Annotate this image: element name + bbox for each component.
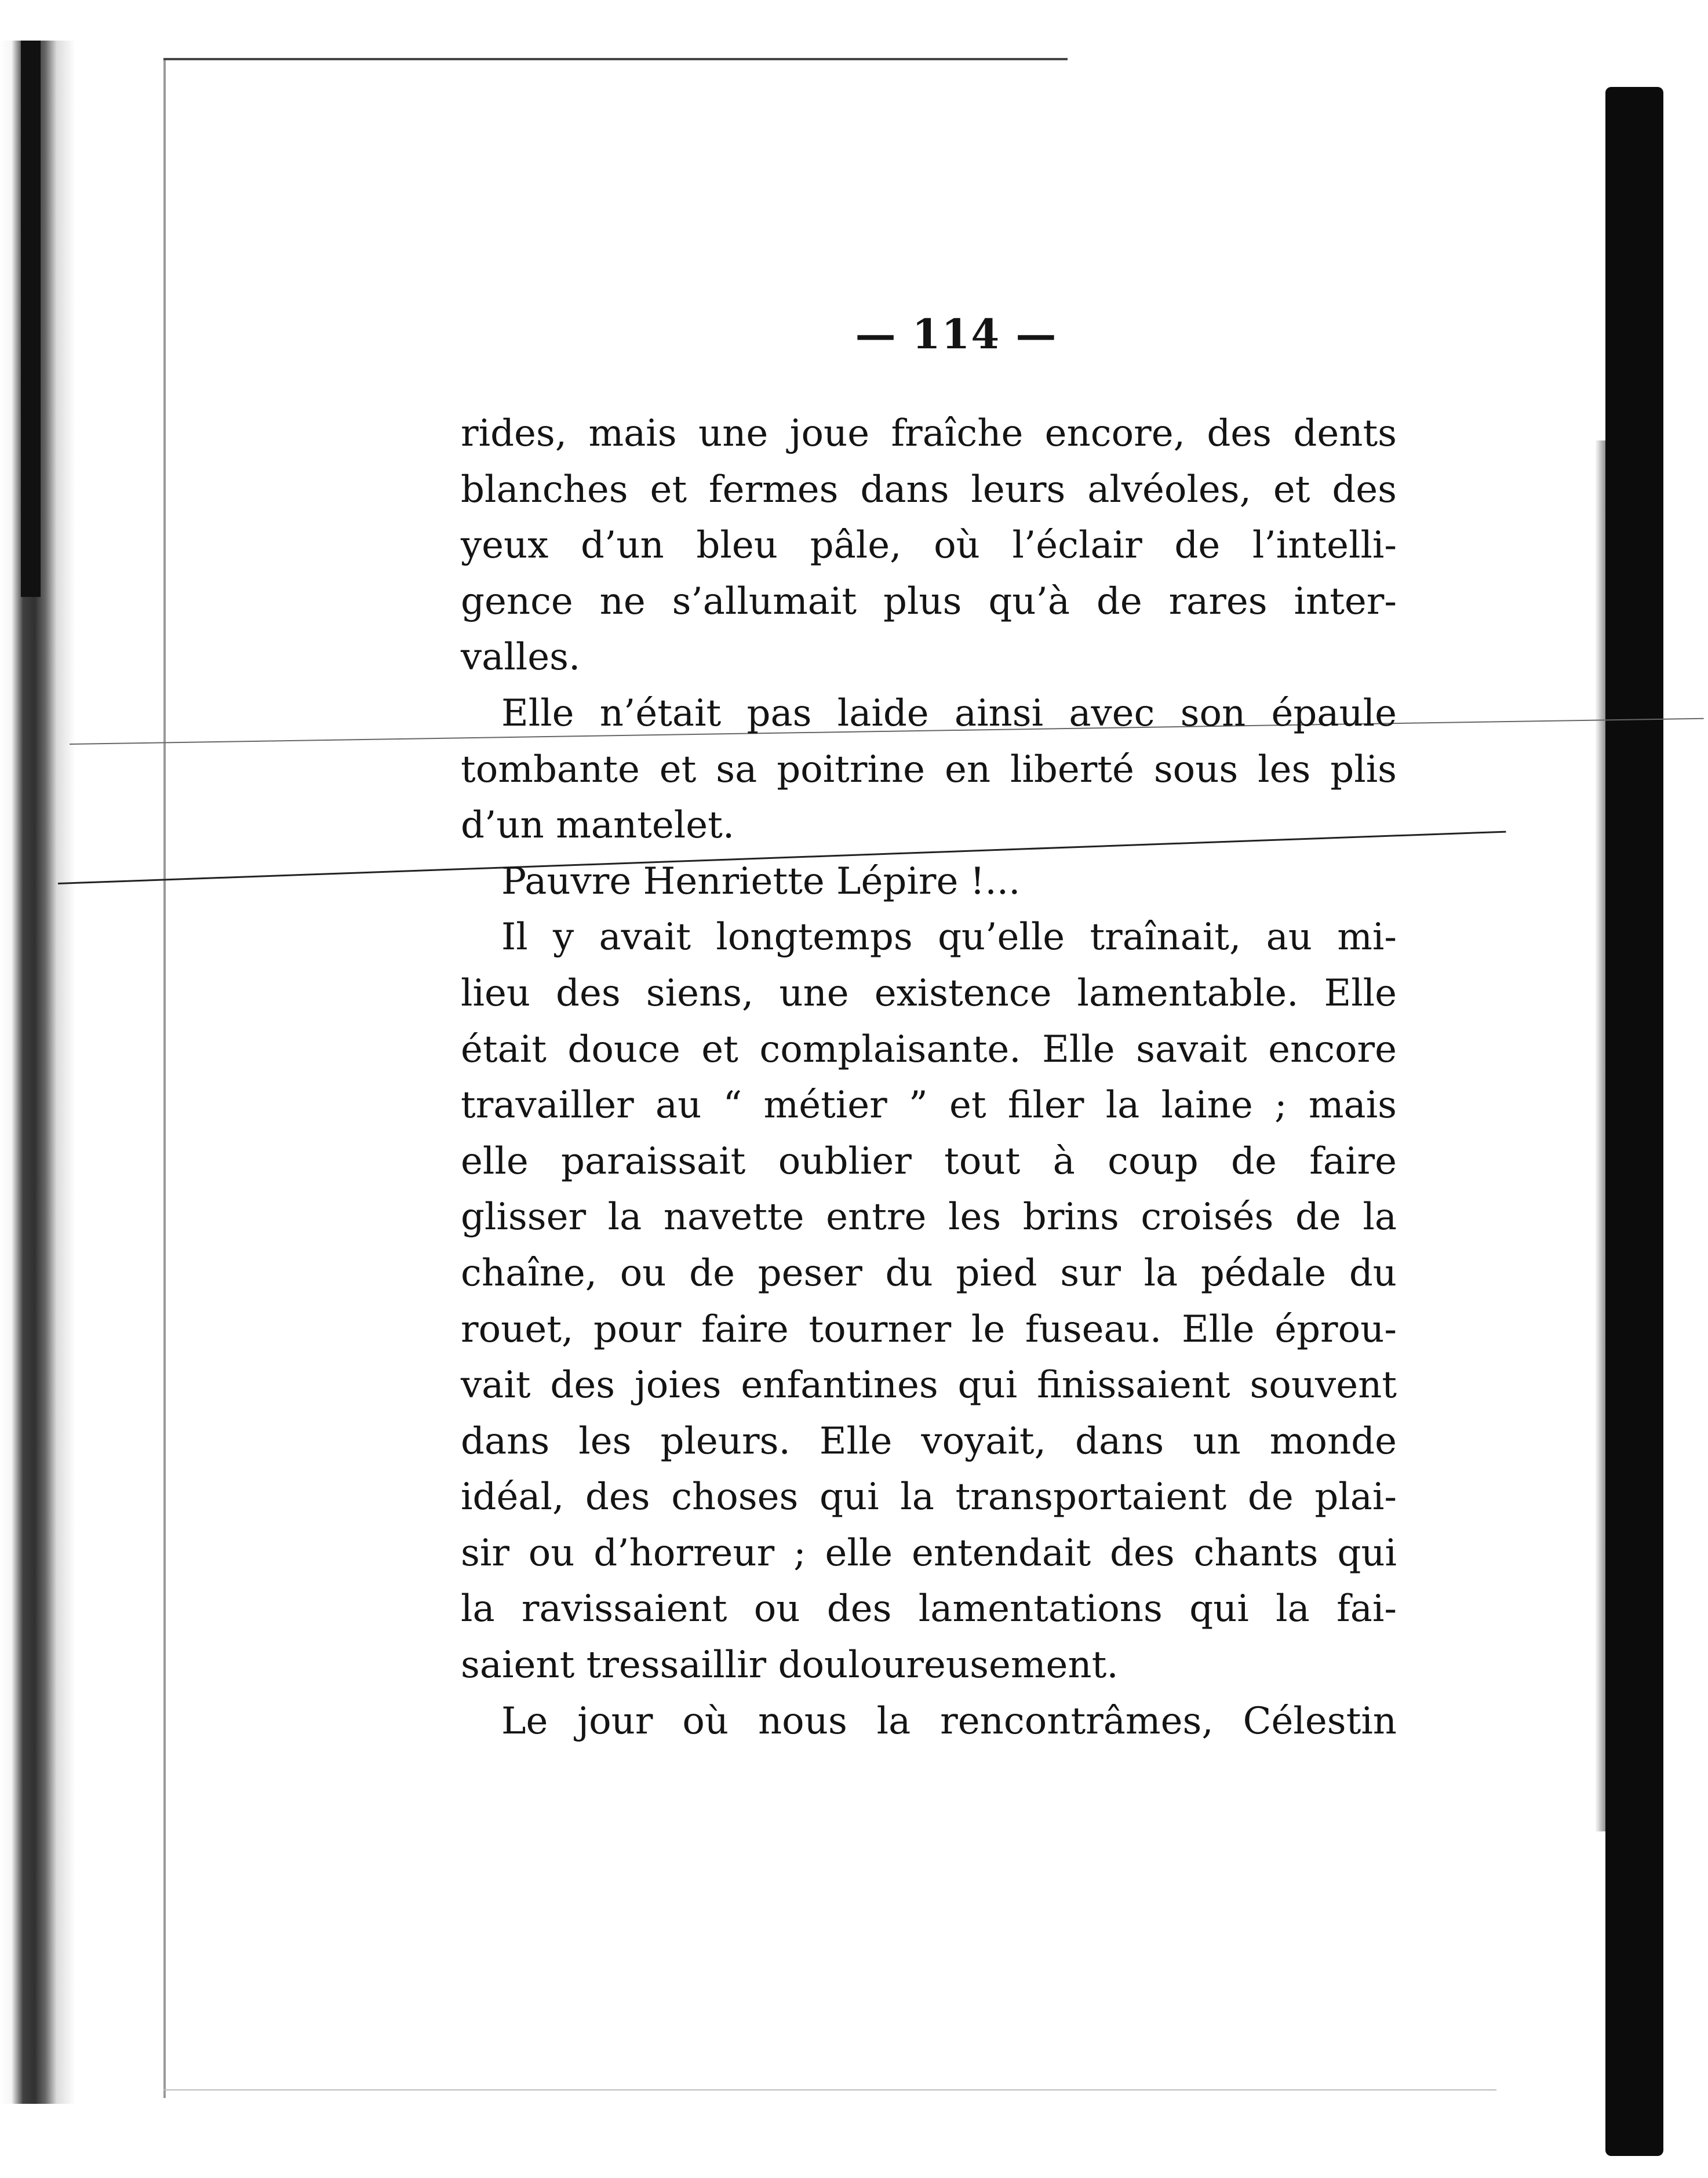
text-line: dans les pleurs. Elle voyait, dans un monde xyxy=(461,1419,1397,1463)
text-line: chaîne, ou de peser du pied sur la pédale du xyxy=(461,1251,1397,1295)
text-line: idéal, des choses qui la transportaient de plai- xyxy=(461,1476,1397,1519)
text-line: Pauvre Henriette Lépire !... xyxy=(501,859,1021,903)
text-line: sir ou d’horreur ; elle entendait des chants qui xyxy=(461,1531,1397,1575)
text-line: d’un mantelet. xyxy=(461,804,735,847)
text-line: tombante et sa poitrine en liberté sous les plis xyxy=(461,748,1397,791)
text-line: valles. xyxy=(461,636,581,679)
text-line: Le jour où nous la rencontrâmes, Célestin xyxy=(501,1699,1397,1743)
text-line: était douce et complaisante. Elle savait encore xyxy=(461,1028,1397,1071)
text-line: Il y avait longtemps qu’elle traînait, au mi- xyxy=(501,916,1397,959)
text-line: yeux d’un bleu pâle, où l’éclair de l’intelli- xyxy=(461,524,1397,567)
left-frame-line xyxy=(163,58,166,2098)
body-text xyxy=(461,406,1397,1749)
text-line: lieu des siens, une existence lamentable. Elle xyxy=(461,971,1397,1015)
text-line: vait des joies enfantines qui finissaient souvent xyxy=(461,1364,1397,1407)
text-line: gence ne s’allumait plus qu’à de rares inter- xyxy=(461,580,1397,623)
text-line: travailler au “ métier ” et filer la laine ; mais xyxy=(461,1084,1397,1127)
text-line: elle paraissait oublier tout à coup de faire xyxy=(461,1139,1397,1183)
page-number: — 114 — xyxy=(855,310,1058,358)
text-line: glisser la navette entre les brins croisés de la xyxy=(461,1196,1397,1239)
text-line: la ravissaient ou des lamentations qui la fai- xyxy=(461,1587,1397,1631)
text-line: blanches et fermes dans leurs alvéoles, et des xyxy=(461,468,1397,511)
right-scan-edge xyxy=(1605,87,1663,2156)
text-line: Elle n’était pas laide ainsi avec son épaule xyxy=(501,691,1397,735)
bottom-frame-line xyxy=(163,2089,1496,2090)
top-frame-line xyxy=(163,58,1068,60)
text-line: rides, mais une joue fraîche encore, des dents xyxy=(461,412,1397,455)
text-line: rouet, pour faire tourner le fuseau. Elle éprou- xyxy=(461,1307,1397,1351)
text-line: saient tressaillir douloureusement. xyxy=(461,1644,1119,1687)
